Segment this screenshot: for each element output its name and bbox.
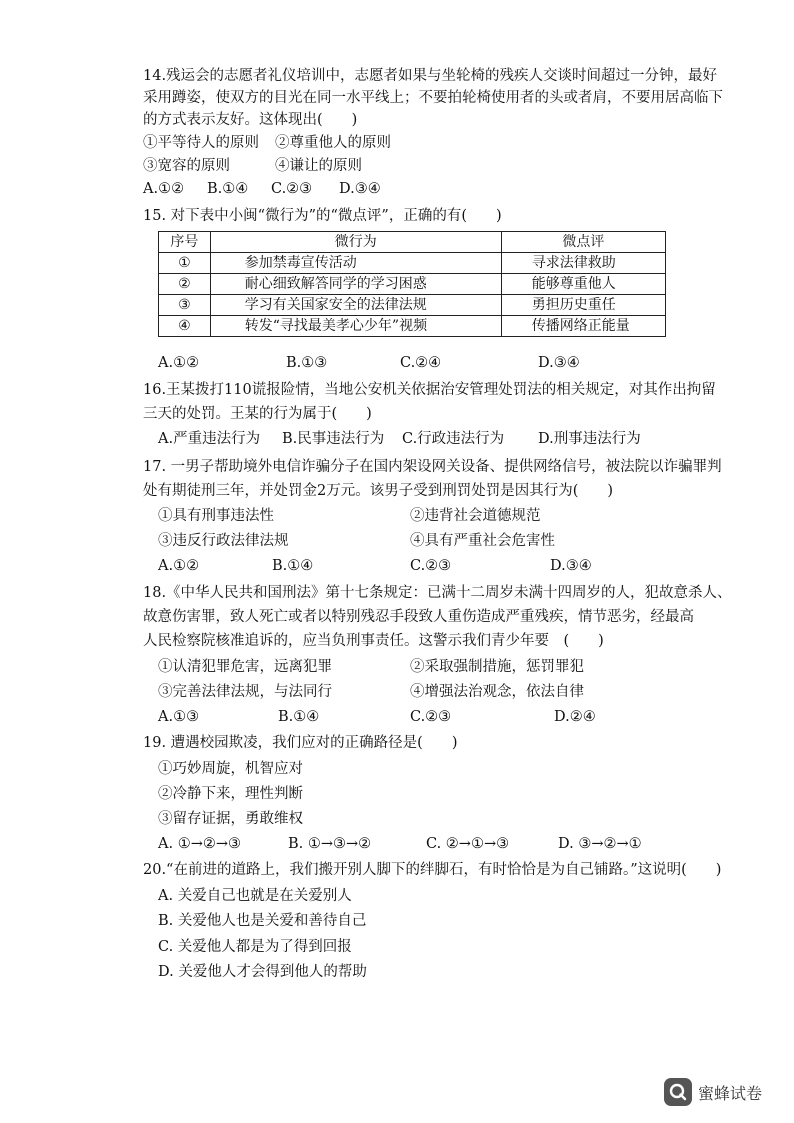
q16-line2: 三天的处罚。王某的行为属于( ) (143, 406, 372, 422)
table-cell: 参加禁毒宣传活动 (210, 253, 501, 274)
q15-choice-b: B.①③ (286, 355, 328, 371)
q17-choice-b: B.①④ (272, 558, 314, 574)
q18-item-1: ①认清犯罪危害，远离犯罪 (158, 659, 332, 675)
q17-item-2: ②违背社会道德规范 (410, 508, 541, 524)
q16-choice-b: B.民事违法行为 (282, 431, 385, 447)
q17-item-3: ③违反行政法律法规 (158, 533, 289, 549)
q17-item-4: ④具有严重社会危害性 (410, 533, 555, 549)
q14-line1: 14.残运会的志愿者礼仪培训中，志愿者如果与坐轮椅的残疾人交谈时间超过一分钟，最好 (143, 68, 718, 84)
q17-line2: 处有期徒刑三年，并处罚金2万元。该男子受到刑罚处罚是因其行为( ) (143, 483, 614, 499)
q18-item-2: ②采取强制措施，惩罚罪犯 (410, 659, 584, 675)
q20-choice-c: C. 关爱他人都是为了得到回报 (158, 939, 352, 955)
q17-choice-a: A.①② (158, 558, 200, 574)
q18-items-row1 (158, 657, 658, 677)
q14-choice-a: A.①② (143, 181, 185, 197)
q19-item-3: ③留存证据，勇敢维权 (158, 811, 303, 827)
logo-text: 蜜蜂试卷 (698, 1083, 763, 1103)
q15-choice-d: D.③④ (538, 355, 580, 371)
q18-line1: 18.《中华人民共和国刑法》第十七条规定：已满十二周岁未满十四周岁的人，犯故意杀人、 (143, 585, 732, 601)
q18-choice-b: B.①④ (278, 709, 320, 725)
q17-choice-d: D.③④ (550, 558, 592, 574)
table-row (159, 316, 666, 337)
q17-choices (158, 556, 658, 576)
table-cell: ④ (159, 316, 211, 337)
table-header-cell: 微行为 (210, 232, 501, 253)
q17-item-1: ①具有刑事违法性 (158, 508, 274, 524)
q15-choices (158, 353, 658, 373)
q14-line3: 的方式表示友好。这体现出( ) (143, 112, 358, 128)
q15-choice-c: C.②④ (400, 355, 442, 371)
q17-items-row1 (158, 506, 658, 526)
q14-choice-d: D.③④ (339, 181, 381, 197)
q17-choice-c: C.②③ (410, 558, 452, 574)
q16-choice-d: D.刑事违法行为 (538, 431, 641, 447)
q14-item-3: ③宽容的原则 (143, 158, 230, 174)
table-cell: 学习有关国家安全的法律法规 (210, 295, 501, 316)
table-row (159, 295, 666, 316)
q14-items-row2 (143, 156, 643, 176)
table-row (159, 274, 666, 295)
q16-choice-a: A.严重违法行为 (158, 431, 261, 447)
table-cell: 寻求法律救助 (501, 253, 665, 274)
brand-logo (664, 1078, 762, 1106)
q18-choice-a: A.①③ (158, 709, 200, 725)
logo-icon (664, 1078, 692, 1106)
q19-choice-b: B. ①→③→② (288, 836, 372, 852)
q16-choices (158, 429, 658, 449)
q15-table (158, 231, 666, 337)
q14-item-1: ①平等待人的原则 (143, 135, 259, 151)
table-header-cell: 序号 (159, 232, 211, 253)
q20-choice-b: B. 关爱他人也是关爱和善待自己 (158, 913, 367, 929)
q18-item-3: ③完善法律法规，与法同行 (158, 684, 332, 700)
q14-choices (143, 179, 643, 199)
q18-line2: 故意伤害罪，致人死亡或者以特别残忍手段致人重伤造成严重残疾，情节恶劣，经最高 (143, 609, 694, 625)
q18-choices (158, 707, 658, 727)
table-cell: 耐心细致解答同学的学习困惑 (210, 274, 501, 295)
q14-item-4: ④谦让的原则 (275, 158, 362, 174)
table-cell: ② (159, 274, 211, 295)
q19-choices (158, 834, 658, 854)
q18-choice-d: D.②④ (554, 709, 596, 725)
q19-item-1: ①巧妙周旋，机智应对 (158, 761, 303, 777)
q17-items-row2 (158, 531, 658, 551)
q19-stem: 19. 遭遇校园欺凌，我们应对的正确路径是( ) (143, 735, 458, 751)
q18-items-row2 (158, 682, 658, 702)
q14-items-row1 (143, 133, 643, 153)
q16-line1: 16.王某拨打110谎报险情，当地公安机关依据治安管理处罚法的相关规定，对其作出拘留 (143, 382, 716, 398)
q14-choice-c: C.②③ (271, 181, 313, 197)
table-cell: 传播网络正能量 (501, 316, 665, 337)
q20-stem: 20.“在前进的道路上，我们搬开别人脚下的绊脚石，有时恰恰是为自己铺路。”这说明( ) (143, 862, 722, 878)
q18-line3: 人民检察院核准追诉的，应当负刑事责任。这警示我们青少年要 ( ) (143, 633, 604, 649)
q14-line2: 采用蹲姿，使双方的目光在同一水平线上；不要拍轮椅使用者的头或者肩，不要用居高临下 (143, 90, 723, 106)
q20-choice-d: D. 关爱他人才会得到他人的帮助 (158, 964, 367, 980)
table-cell: ③ (159, 295, 211, 316)
table-cell: 转发“寻找最美孝心少年”视频 (210, 316, 501, 337)
table-header-cell: 微点评 (501, 232, 665, 253)
q15-choice-a: A.①② (158, 355, 200, 371)
table-row (159, 253, 666, 274)
table-cell: 勇担历史重任 (501, 295, 665, 316)
table-cell: ① (159, 253, 211, 274)
q20-choice-a: A. 关爱自己也就是在关爱别人 (158, 888, 352, 904)
q19-choice-d: D. ③→②→① (558, 836, 642, 852)
q19-item-2: ②冷静下来，理性判断 (158, 786, 303, 802)
q19-choice-c: C. ②→①→③ (426, 836, 510, 852)
table-header-row (159, 232, 666, 253)
q18-item-4: ④增强法治观念，依法自律 (410, 684, 584, 700)
q14-item-2: ②尊重他人的原则 (275, 135, 391, 151)
q15-stem: 15. 对下表中小闽“微行为”的“微点评”，正确的有( ) (143, 208, 502, 224)
table-cell: 能够尊重他人 (501, 274, 665, 295)
q18-choice-c: C.②③ (410, 709, 452, 725)
q17-line1: 17. 一男子帮助境外电信诈骗分子在国内架设网关设备、提供网络信号，被法院以诈骗罪判 (143, 459, 722, 475)
q16-choice-c: C.行政违法行为 (402, 431, 505, 447)
q19-choice-a: A. ①→②→③ (158, 836, 241, 852)
q14-choice-b: B.①④ (207, 181, 249, 197)
